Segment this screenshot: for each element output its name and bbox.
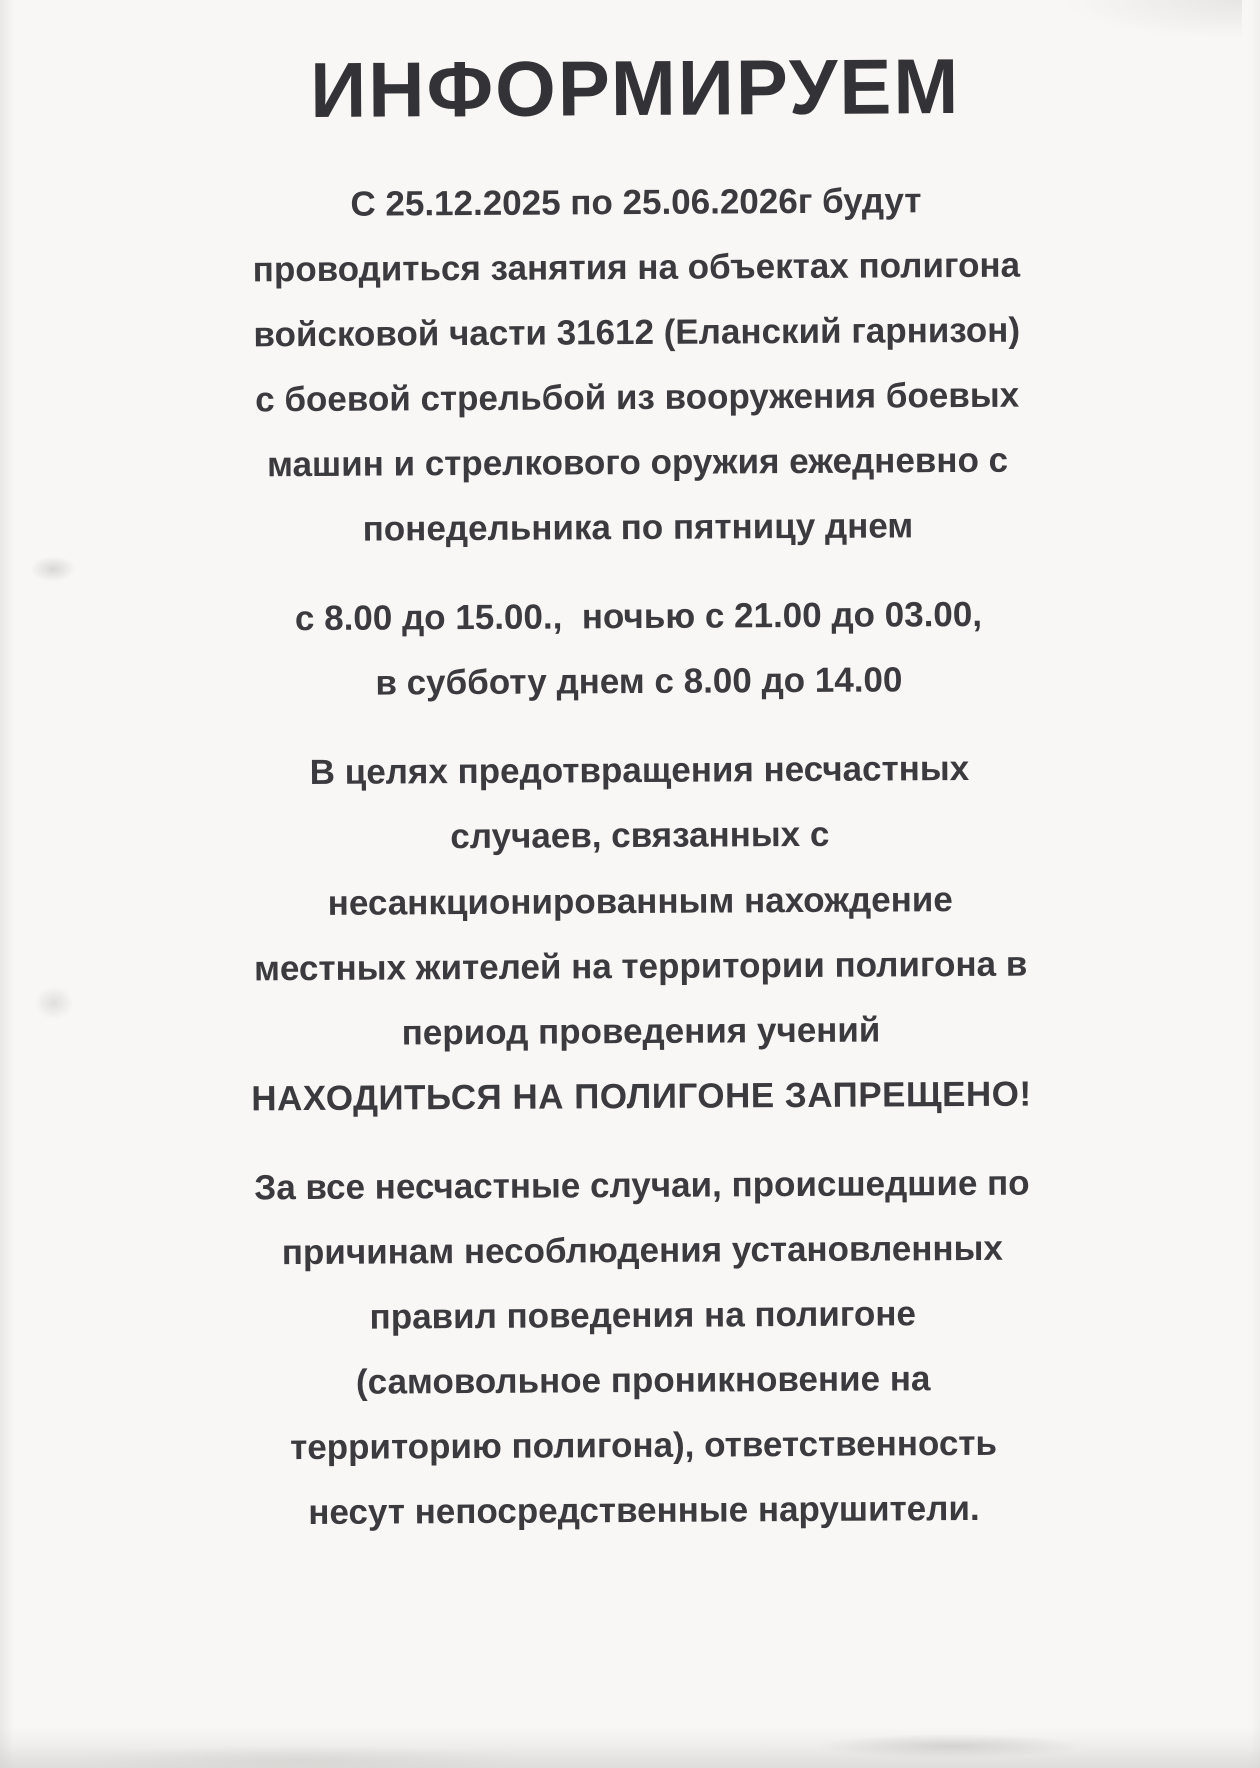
paragraph-prohibition: НАХОДИТЬСЯ НА ПОЛИГОНЕ ЗАПРЕЩЕНО!	[251, 1074, 1032, 1119]
scan-artifact	[0, 1716, 1260, 1768]
scan-artifact	[34, 986, 74, 1020]
paragraph-schedule-intro: С 25.12.2025 по 25.06.2026г будут проводиться занятия на объектах полигона войсковой части 31612 (Еланский гарнизон) с боевой стрельбой из вооружения боевых машин и стрелкового оружия ежедневно с понедельника по пятницу днем	[252, 180, 1021, 549]
scan-artifact	[30, 556, 76, 582]
paragraph-liability: За все несчастные случаи, происшедшие по причинам несоблюдения установленных правил поведения на полигоне (самовольное проникновение на территорию полигона), ответственность несут непосредственные нарушители.	[254, 1163, 1030, 1533]
paragraph-safety-purpose: В целях предотвращения несчастных случаев, связанных с несанкционированным нахождение местных жителей на территории полигона в период проведения учений	[253, 749, 1028, 1053]
notice-content	[122, 39, 1157, 1547]
scan-artifact	[1062, 0, 1242, 40]
notice-title: ИНФОРМИРУЕМ	[309, 42, 961, 134]
paragraph-hours: с 8.00 до 15.00., ночью с 21.00 до 03.00, в субботу днем с 8.00 до 14.00	[294, 595, 983, 703]
